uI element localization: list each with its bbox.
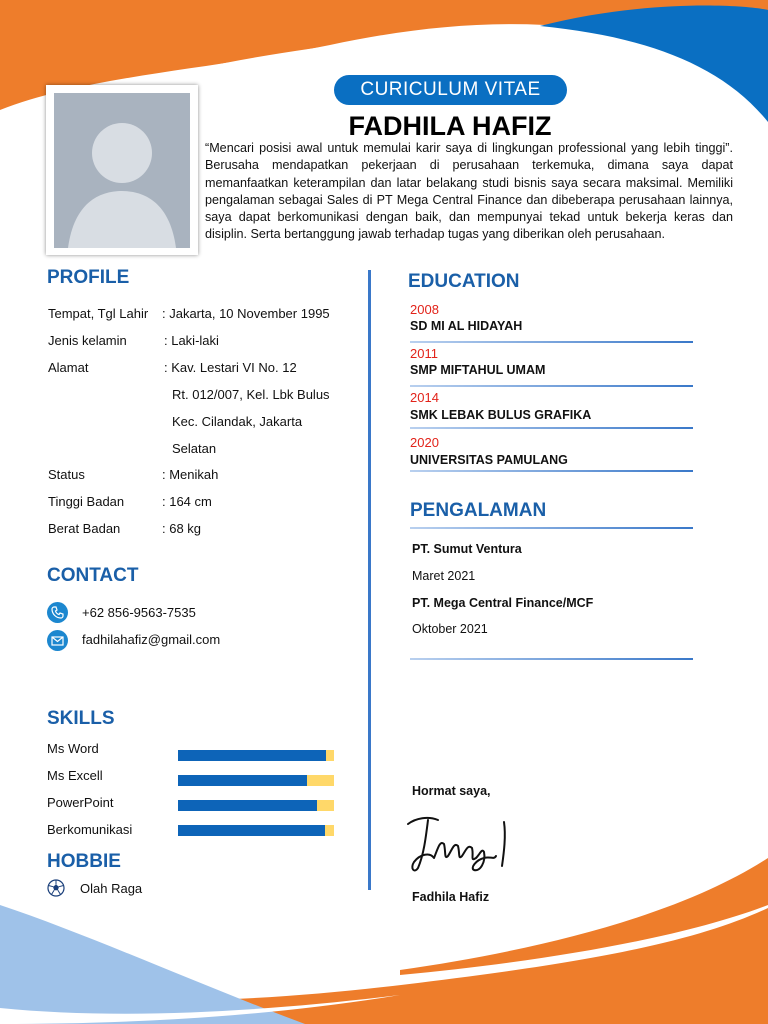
experience-heading: PENGALAMAN xyxy=(410,500,547,521)
skill-label: Berkomunikasi xyxy=(47,822,133,837)
closing-greeting: Hormat saya, xyxy=(412,784,491,798)
hobbie-heading: HOBBIE xyxy=(47,851,121,872)
education-divider xyxy=(410,427,693,429)
cv-title-badge: CURICULUM VITAE xyxy=(334,75,567,105)
experience-divider xyxy=(410,527,693,529)
column-divider xyxy=(368,270,371,890)
address-line: Selatan xyxy=(172,441,217,456)
skill-bar-fill xyxy=(178,800,317,811)
education-school: SD MI AL HIDAYAH xyxy=(410,319,523,333)
top-blue-wave xyxy=(540,6,768,122)
profile-label: Jenis kelamin xyxy=(48,333,127,348)
experience-date: Maret 2021 xyxy=(412,569,476,583)
skill-bar xyxy=(178,775,334,786)
address-line: Rt. 012/007, Kel. Lbk Bulus xyxy=(172,387,330,402)
hobby-item: Olah Raga xyxy=(80,881,143,896)
profile-value: : 164 cm xyxy=(162,494,212,509)
education-year: 2008 xyxy=(410,302,439,317)
skills-heading: SKILLS xyxy=(47,708,115,729)
profile-value: : Kav. Lestari VI No. 12 xyxy=(164,360,297,375)
contact-heading: CONTACT xyxy=(47,565,139,586)
profile-value: : Laki-laki xyxy=(164,333,219,348)
profile-value: : 68 kg xyxy=(162,521,202,536)
experience-company: PT. Sumut Ventura xyxy=(412,542,522,556)
skill-bar-fill xyxy=(178,775,307,786)
profile-value: : Jakarta, 10 November 1995 xyxy=(162,306,330,321)
education-divider xyxy=(410,470,693,472)
experience-date: Oktober 2021 xyxy=(412,622,488,636)
profile-heading: PROFILE xyxy=(47,267,130,288)
signature-name: Fadhila Hafiz xyxy=(412,890,490,904)
skill-label: Ms Excell xyxy=(47,768,103,783)
education-year: 2014 xyxy=(410,390,439,405)
email-address[interactable]: fadhilahafiz@gmail.com xyxy=(82,632,221,647)
education-heading: EDUCATION xyxy=(408,271,520,292)
mail-icon xyxy=(47,630,68,651)
profile-label: Alamat xyxy=(48,360,89,375)
skill-label: Ms Word xyxy=(47,741,99,756)
phone-icon xyxy=(47,602,68,623)
profile-label: Tinggi Badan xyxy=(48,494,125,509)
skill-label: PowerPoint xyxy=(47,795,114,810)
experience-divider xyxy=(410,658,693,660)
profile-label: Tempat, Tgl Lahir xyxy=(48,306,149,321)
skill-bar-fill xyxy=(178,750,326,761)
person-name: FADHILA HAFIZ xyxy=(348,111,552,141)
profile-label: Berat Badan xyxy=(48,521,121,536)
education-divider xyxy=(410,341,693,343)
summary-text: “Mencari posisi awal untuk memulai karir saya di lingkungan professional yang lebih tinggi”. Berusaha mendapatkan pekerjaan di perusahaan terkemuka, dimana saya dapat memanfaatkan keterampilan dan latar belakang studi bisnis saya secara maksimal. Memiliki pengalaman sebagai Sales di PT Mega Central Finance dan dibeberapa perusahaan lainnya, saya dapat berkomunikasi dengan baik, dan mempunyai tekad untuk bekerja keras dan disiplin. Serta bertanggung jawab terhadap tugas yang diberikan oleh perusahaan. xyxy=(205,141,733,242)
education-divider xyxy=(410,385,693,387)
profile-photo xyxy=(54,93,190,248)
profile-value: : Menikah xyxy=(162,467,219,482)
profile-label: Status xyxy=(48,467,85,482)
education-school: SMK LEBAK BULUS GRAFIKA xyxy=(410,408,592,422)
avatar-placeholder-icon xyxy=(54,93,190,248)
skill-bar-fill xyxy=(178,825,325,836)
skill-bar xyxy=(178,750,334,761)
photo-frame xyxy=(46,85,198,255)
education-school: UNIVERSITAS PAMULANG xyxy=(410,453,568,467)
address-line: Kec. Cilandak, Jakarta xyxy=(172,414,303,429)
education-school: SMP MIFTAHUL UMAM xyxy=(410,363,546,377)
phone-number[interactable]: +62 856-9563-7535 xyxy=(82,605,196,620)
skill-bar xyxy=(178,825,334,836)
handwritten-signature xyxy=(404,810,524,880)
education-year: 2020 xyxy=(410,435,439,450)
experience-company: PT. Mega Central Finance/MCF xyxy=(412,596,594,610)
soccer-ball-icon xyxy=(47,879,65,897)
skill-bar xyxy=(178,800,334,811)
education-year: 2011 xyxy=(410,346,438,361)
